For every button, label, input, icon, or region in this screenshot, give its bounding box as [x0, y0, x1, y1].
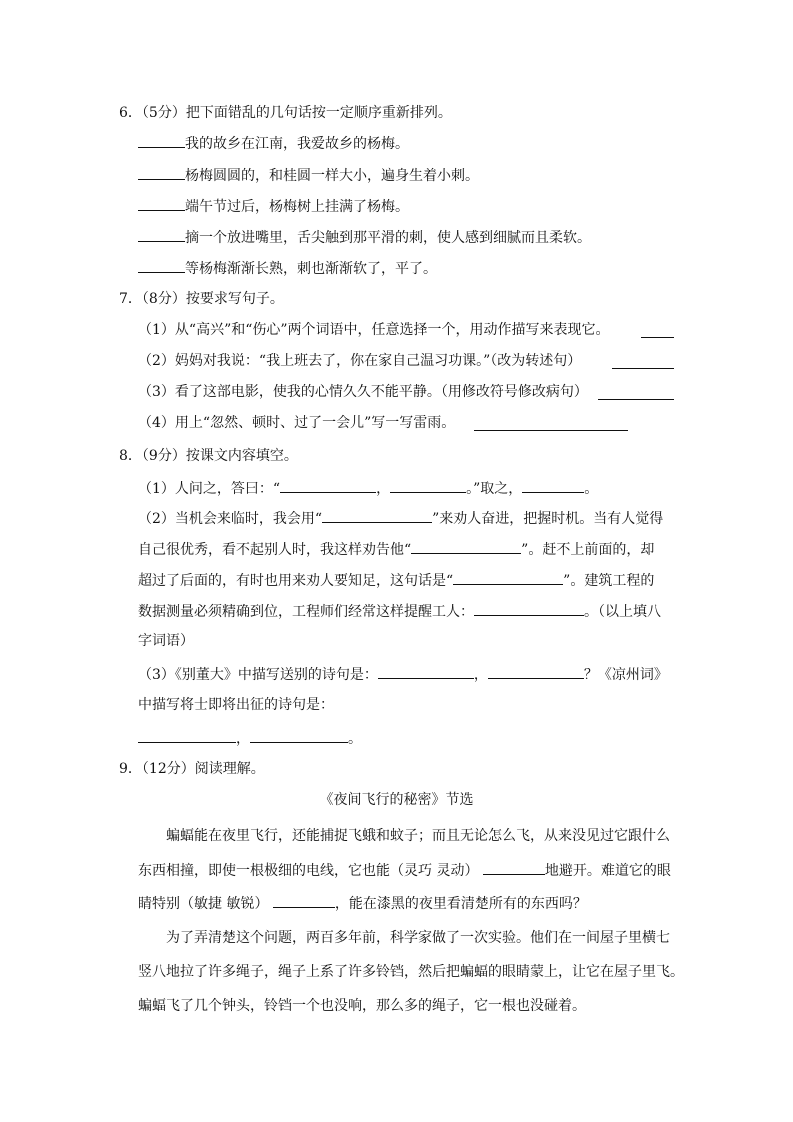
q9-p2-line-2: 竖八地拉了许多绳子，绳子上系了许多铃铛，然后把蝙蝠的眼睛蒙上，让它在屋子里飞。	[138, 964, 684, 980]
q8-heading: 8．（9分）按课文内容填空。	[119, 448, 298, 464]
q6-item-4-text: 摘一个放进嘴里，舌尖触到那平滑的刺，使人感到细腻而且柔软。	[185, 230, 591, 246]
q6-item-3-text: 端午节过后，杨梅树上挂满了杨梅。	[185, 199, 409, 215]
q9-p1-l3-text-b: ，能在漆黑的夜里看清楚所有的东西吗？	[334, 896, 587, 912]
q8-p2-l2-text-b: ”。赶不上前面的，却	[521, 542, 655, 558]
q9-p1-line-3	[138, 893, 587, 914]
q7-item-1-text: （1）从“高兴”和“伤心”两个词语中，任意选择一个，用动作描写来表现它。	[138, 322, 610, 338]
q6-item-2-text: 杨梅圆圆的，和桂圆一样大小，遍身生着小刺。	[185, 168, 479, 184]
q9-p1-l3-text-a: 睛特别（敏捷 敏锐）	[138, 896, 269, 912]
q8-p2-blank-4[interactable]	[474, 601, 584, 616]
q6-item-4	[138, 227, 591, 248]
q9-heading: 9．（12分）阅读理解。	[119, 761, 265, 777]
q9-p1-l2-text-b: 地避开。难道它的眼	[544, 863, 671, 879]
q8-p1-text-d: 。	[584, 481, 599, 497]
q6-item-1-text: 我的故乡在江南，我爱故乡的杨梅。	[185, 136, 409, 152]
q6-blank-3[interactable]	[138, 196, 185, 211]
q9-p2-line-1: 为了弄清楚这个问题，两百多年前，科学家做了一次实验。他们在一间屋子里横七	[166, 930, 670, 946]
q8-p2-blank-1[interactable]	[322, 508, 432, 523]
q8-p1-blank-2[interactable]	[390, 478, 466, 493]
q8-part-3-line-2: 中描写将士即将出征的诗句是：	[138, 697, 334, 713]
q6-blank-5[interactable]	[138, 258, 185, 273]
q8-part-2-line-1	[138, 508, 663, 529]
q7-answer-line-1[interactable]	[641, 323, 674, 338]
q7-answer-line-4[interactable]	[474, 416, 628, 431]
q6-heading: 6．（5分）把下面错乱的几句话按一定顺序重新排列。	[119, 105, 452, 121]
q7-item-3-text: （3）看了这部电影，使我的心情久久不能平静。（用修改符号修改病句）	[138, 384, 588, 400]
q8-p3-blank-4[interactable]	[250, 728, 348, 743]
q6-item-1	[138, 133, 409, 154]
q8-part-1	[138, 478, 598, 499]
q8-p3-l3-text-b: 。	[348, 731, 362, 747]
q6-item-5-text: 等杨梅渐渐长熟，刺也渐渐软了，平了。	[185, 261, 437, 277]
q6-blank-2[interactable]	[138, 165, 185, 180]
q9-p1-line-1: 蝙蝠能在夜里飞行，还能捕捉飞蛾和蚊子；而且无论怎么飞，从来没见过它跟什么	[166, 828, 670, 844]
q8-part-2-line-3	[138, 570, 654, 591]
q6-item-2	[138, 165, 479, 186]
q8-p3-l1-text-c: ？《凉州词》	[583, 667, 668, 683]
q8-part-3-line-3	[138, 728, 362, 749]
q8-p1-blank-3[interactable]	[522, 478, 584, 493]
q7-item-4	[138, 413, 455, 433]
q8-p3-blank-2[interactable]	[488, 664, 584, 679]
q8-p2-blank-3[interactable]	[453, 570, 563, 585]
q8-p2-l4-text-a: 数据测量必须精确到位，工程师们经常这样提醒工人：	[138, 604, 474, 620]
q6-blank-1[interactable]	[138, 133, 185, 148]
q8-part-3-line-1	[138, 664, 668, 685]
q8-p3-l3-text-a: ，	[236, 731, 250, 747]
q8-p1-blank-1[interactable]	[280, 478, 376, 493]
q9-passage-title: 《夜间飞行的秘密》节选	[319, 792, 474, 808]
q6-item-3	[138, 196, 409, 217]
q7-item-2-text: （2）妈妈对我说：“我上班去了，你在家自己温习功课。”（改为转述句）	[138, 353, 582, 369]
q9-p1-l2-text-a: 东西相撞，即使一根极细的电线，它也能（灵巧 灵动）	[138, 863, 479, 879]
q8-p3-l1-text-b: ，	[473, 667, 488, 683]
q8-p2-blank-2[interactable]	[411, 539, 521, 554]
q8-part-2-line-2	[138, 539, 654, 560]
q8-p2-l3-text-b: ”。建筑工程的	[563, 573, 655, 589]
q6-blank-4[interactable]	[138, 227, 185, 242]
q8-p1-text-b: ，	[376, 481, 391, 497]
q6-item-5	[138, 258, 437, 279]
q8-p2-l2-text-a: 自己很优秀，看不起别人时，我这样劝告他“	[138, 542, 412, 558]
q8-p2-l3-text-a: 超过了后面的，有时也用来劝人要知足，这句话是“	[138, 573, 454, 589]
q9-p2-line-3: 蝙蝠飞了几个钟头，铃铛一个也没响，那么多的绳子，它一根也没碰着。	[138, 998, 586, 1014]
q8-p1-text-c: 。”取之，	[466, 481, 523, 497]
q8-p3-blank-1[interactable]	[378, 664, 474, 679]
q8-p2-l1-text-b: ”来劝人奋进，把握时机。当有人觉得	[432, 511, 664, 527]
q7-item-4-text: （4）用上“忽然、顿时、过了一会儿”写一写雷雨。	[138, 415, 456, 431]
q7-heading: 7．（8分）按要求写句子。	[119, 291, 284, 307]
q7-answer-line-3[interactable]	[598, 385, 674, 400]
q8-p2-l1-text-a: （2）当机会来临时，我会用“	[138, 511, 323, 527]
q9-p1-line-2	[138, 860, 671, 881]
q8-p2-l4-text-b: 。（以上填八	[584, 604, 661, 620]
q8-p1-text-a: （1）人问之，答曰：“	[138, 481, 281, 497]
q9-blank-2[interactable]	[273, 893, 335, 908]
q8-part-2-line-4	[138, 601, 661, 622]
q8-p3-l1-text-a: （3）《别董大》中描写送别的诗句是：	[138, 667, 378, 683]
q7-item-2	[138, 351, 581, 371]
q9-blank-1[interactable]	[483, 860, 545, 875]
q7-item-3	[138, 382, 588, 402]
q8-part-2-line-5: 字词语）	[138, 633, 194, 649]
q7-answer-line-2[interactable]	[612, 354, 674, 369]
q8-p3-blank-3[interactable]	[138, 728, 236, 743]
q7-item-1	[138, 320, 610, 340]
